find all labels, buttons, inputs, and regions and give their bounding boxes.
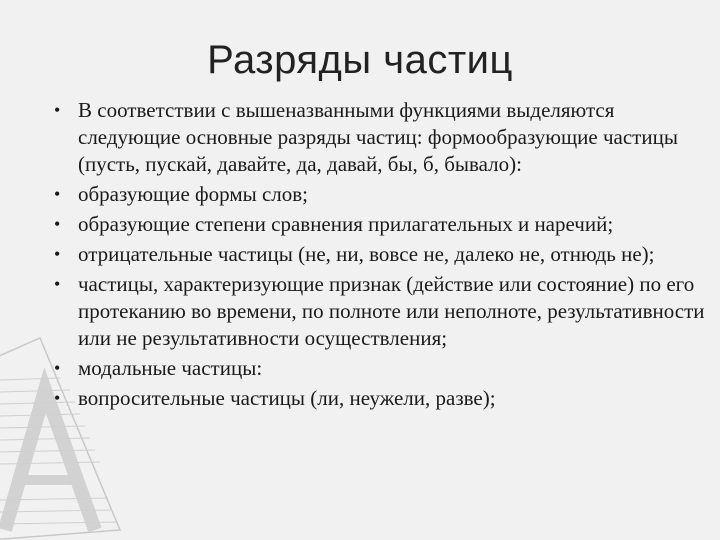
list-item [52, 97, 707, 178]
bullet-marker: • [54, 184, 61, 204]
list-item-text: модальные частицы: [78, 356, 263, 380]
bullet-list [52, 97, 707, 415]
list-item-text: частицы, характеризующие признак (действие или состояние) по его протеканию во времени, по полноте или неполноте, результативности или не результативности осуществления; [78, 272, 705, 350]
slide-title: Разряды частиц [207, 38, 513, 82]
list-item-text: вопросительные частицы (ли, неужели, разве); [78, 386, 496, 410]
list-item [52, 271, 707, 352]
list-item-text: отрицательные частицы (не, ни, вовсе не, далеко не, отнюдь не); [78, 242, 655, 266]
bullet-marker: • [54, 214, 61, 234]
list-item [52, 181, 707, 208]
list-item-text: В соответствии с вышеназванными функциями выделяются следующие основные разряды частиц: формообразующие частицы (пусть, пускай, давайте, да, давай, бы, б, бывало): [78, 98, 678, 176]
list-item-text: образующие степени сравнения прилагательных и наречий; [78, 212, 614, 236]
list-item [52, 355, 707, 382]
list-item [52, 211, 707, 238]
bullet-marker: • [54, 388, 61, 408]
bullet-marker: • [54, 244, 61, 264]
list-item-text: образующие формы слов; [78, 182, 309, 206]
bullet-marker: • [54, 358, 61, 378]
bullet-marker: • [54, 274, 61, 294]
list-item [52, 385, 707, 412]
bullet-marker: • [54, 100, 61, 120]
list-item [52, 241, 707, 268]
